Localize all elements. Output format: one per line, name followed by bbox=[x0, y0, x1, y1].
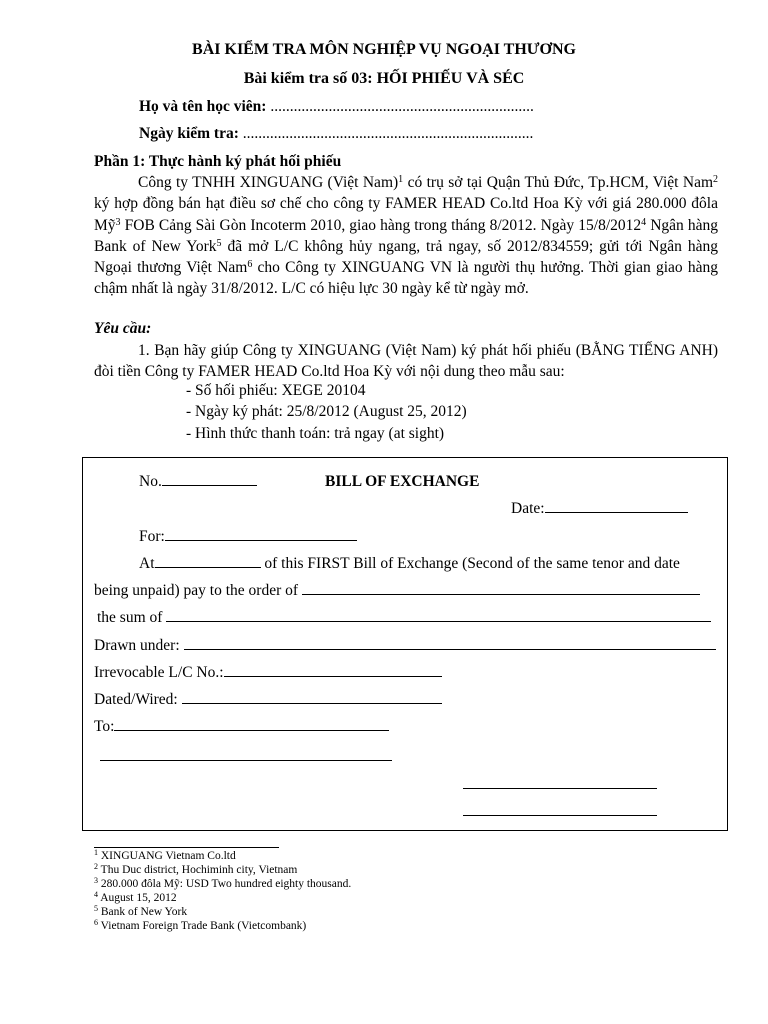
bill-lc-field bbox=[94, 664, 442, 682]
student-name-field bbox=[139, 98, 534, 116]
footnote-2: $^2$ Thu Duc district, Hochiminh city, Vietnam bbox=[94, 862, 298, 876]
bill-drawn-label: Drawn under: bbox=[94, 637, 184, 654]
footnote-4: $^4$ August 15, 2012 bbox=[94, 890, 177, 904]
test-date-label: Ngày kiểm tra: bbox=[139, 125, 239, 142]
bill-at-text: of this FIRST Bill of Exchange (Second of the same tenor and date bbox=[260, 555, 680, 572]
bill-order-field bbox=[94, 582, 700, 600]
footnote-3: $^3$ 280.000 đôla Mỹ: USD Two hundred eighty thousand. bbox=[94, 876, 352, 890]
footnote-1: $^1$ XINGUANG Vietnam Co.ltd bbox=[94, 848, 236, 862]
bill-sum-line[interactable] bbox=[166, 620, 711, 622]
page-title: BÀI KIỂM TRA MÔN NGHIỆP VỤ NGOẠI THƯƠNG bbox=[192, 41, 576, 58]
bill-order-label: being unpaid) pay to the order of bbox=[94, 582, 302, 599]
bill-sum-field bbox=[97, 609, 711, 627]
bill-to-label: To: bbox=[94, 718, 115, 735]
footnote-5: $^5$ Bank of New York bbox=[94, 904, 188, 918]
bill-no-field bbox=[139, 473, 257, 491]
student-name-label: Họ và tên học viên: bbox=[139, 98, 267, 115]
bill-to-line[interactable] bbox=[114, 729, 389, 731]
page-subtitle: Bài kiểm tra số 03: HỐI PHIẾU VÀ SÉC bbox=[243, 70, 525, 87]
bill-dated-field bbox=[94, 691, 442, 709]
bill-at-line[interactable] bbox=[155, 566, 261, 568]
bill-at-field bbox=[139, 555, 680, 573]
requirement-label: Yêu cầu: bbox=[94, 320, 152, 337]
bill-to-field bbox=[94, 718, 389, 736]
bill-for-field bbox=[139, 528, 357, 546]
bill-drawn-field bbox=[94, 637, 716, 655]
bill-date-label: Date: bbox=[511, 500, 545, 517]
test-date-dots: ........................................................................... bbox=[242, 125, 534, 142]
bill-lc-line[interactable] bbox=[224, 675, 442, 677]
test-date-field bbox=[139, 125, 533, 143]
bill-to-line-2[interactable] bbox=[100, 760, 392, 761]
bill-lc-label: Irrevocable L/C No.: bbox=[94, 664, 224, 681]
signature-line-1[interactable] bbox=[463, 788, 657, 789]
bill-dated-label: Dated/Wired: bbox=[94, 691, 182, 708]
footnote-separator bbox=[94, 847, 279, 848]
bill-no-label: No. bbox=[139, 473, 162, 490]
requirement-item: - Ngày ký phát: 25/8/2012 (August 25, 2012) bbox=[186, 403, 467, 420]
bill-title: BILL OF EXCHANGE bbox=[325, 473, 480, 490]
bill-no-line[interactable] bbox=[162, 484, 257, 486]
bill-drawn-line[interactable] bbox=[184, 648, 716, 650]
bill-order-line[interactable] bbox=[302, 593, 700, 595]
footnote-6: $^6$ Vietnam Foreign Trade Bank (Vietcombank) bbox=[94, 918, 307, 932]
student-name-dots: .................................................................... bbox=[270, 98, 534, 115]
bill-date-line[interactable] bbox=[545, 511, 688, 513]
bill-for-label: For: bbox=[139, 528, 165, 545]
bill-date-field bbox=[511, 500, 688, 518]
requirement-item: - Hình thức thanh toán: trả ngay (at sight) bbox=[186, 425, 445, 442]
part1-paragraph: Công ty TNHH XINGUANG (Việt Nam)$^1$ có trụ sở tại Quận Thủ Đức, Tp.HCM, Việt Nam$^2$ ký hợp đồng bán hạt điều sơ chế cho công ty FAMER HEAD Co.ltd Hoa Kỳ với giá 280.000 đôla Mỹ$^3$ FOB Cảng Sài Gòn Incoterm 2010, giao hàng trong tháng 8/2012. Ngày 15/8/2012$^4$ Ngân hàng Bank of New York$^5$ đã mở L/C không hủy ngang, trả ngay, số 2012/834559; gửi tới Ngân hàng Ngoại thương Việt Nam$^6$ cho Công ty XINGUANG VN là người thụ hưởng. Thời gian giao hàng chậm nhất là ngày 31/8/2012. L/C có hiệu lực 30 ngày kể từ ngày mở. bbox=[94, 174, 719, 298]
bill-sum-label: the sum of bbox=[97, 609, 167, 626]
requirement-text: 1. Bạn hãy giúp Công ty XINGUANG (Việt Nam) ký phát hối phiếu (BẰNG TIẾNG ANH) đòi tiền Công ty FAMER HEAD Co.ltd Hoa Kỳ với nội dung theo mẫu sau: bbox=[94, 342, 718, 381]
signature-line-2[interactable] bbox=[463, 815, 657, 816]
bill-at-label: At bbox=[139, 555, 155, 572]
part1-heading: Phần 1: Thực hành ký phát hối phiếu bbox=[94, 153, 342, 170]
bill-for-line[interactable] bbox=[165, 539, 357, 541]
bill-dated-line[interactable] bbox=[182, 702, 442, 704]
requirement-item: - Số hối phiếu: XEGE 20104 bbox=[186, 382, 366, 399]
